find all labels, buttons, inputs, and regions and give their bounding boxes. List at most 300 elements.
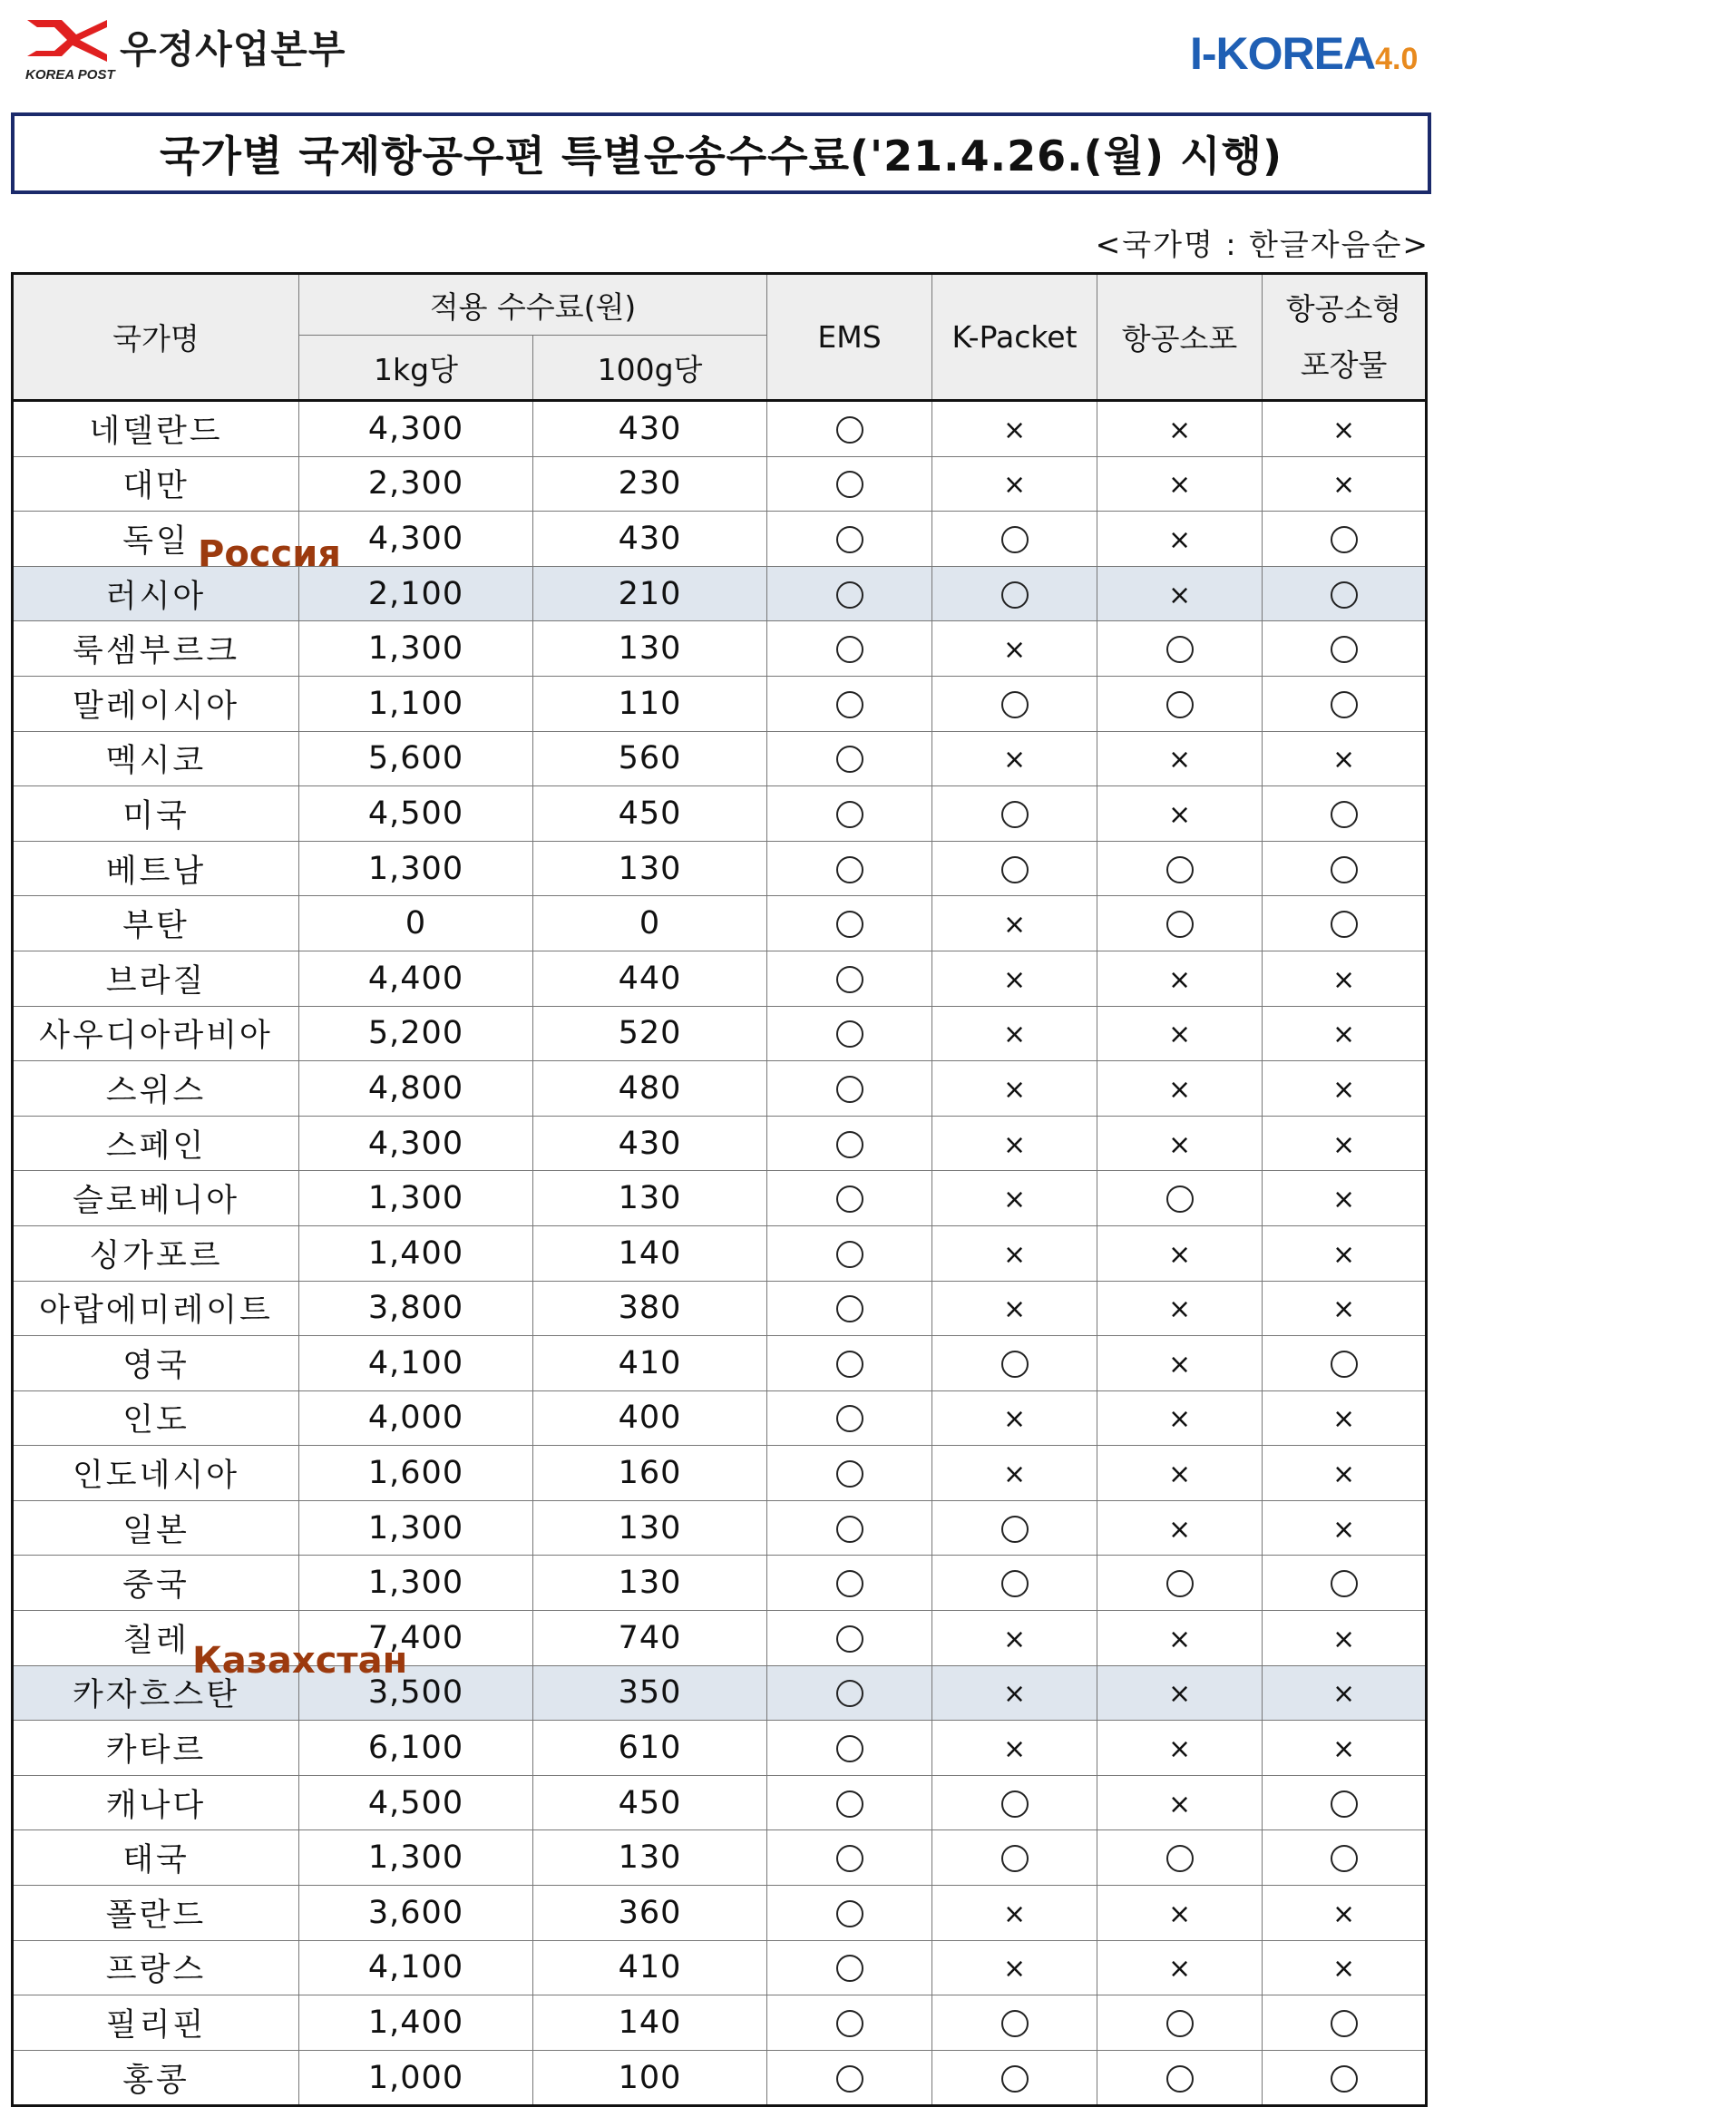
table-row	[13, 456, 1427, 512]
table-row	[13, 951, 1427, 1006]
available-circle-icon	[1331, 691, 1358, 718]
kpacket-availability-cell	[932, 1721, 1097, 1776]
table-row	[13, 2050, 1427, 2106]
country-cell: 슬로베니아	[13, 1171, 299, 1226]
air-parcel-availability-cell	[1097, 621, 1263, 677]
fee-per-kg-cell: 1,300	[299, 841, 533, 896]
country-cell: 부탄	[13, 896, 299, 951]
fee-per-kg-cell: 1,400	[299, 1995, 533, 2051]
fee-per-100g-cell: 440	[533, 951, 767, 1006]
available-circle-icon	[836, 1790, 863, 1818]
country-cell: 독일	[13, 512, 299, 567]
table-row	[13, 1061, 1427, 1117]
available-circle-icon	[1001, 581, 1029, 609]
available-circle-icon	[1166, 1845, 1194, 1872]
kpacket-availability-cell	[932, 1611, 1097, 1666]
kpacket-availability-cell	[932, 1995, 1097, 2051]
available-circle-icon	[836, 2010, 863, 2037]
small-packet-availability-cell	[1263, 676, 1427, 731]
kpacket-availability-cell	[932, 401, 1097, 457]
air-parcel-availability-cell	[1097, 731, 1263, 786]
country-cell: 일본	[13, 1500, 299, 1556]
unavailable-cross-icon: ×	[1331, 1678, 1356, 1711]
unavailable-cross-icon: ×	[1002, 1623, 1027, 1655]
kpacket-availability-cell	[932, 1336, 1097, 1391]
available-circle-icon	[836, 1185, 863, 1213]
ems-availability-cell	[767, 1006, 932, 1061]
kpacket-availability-cell	[932, 1830, 1097, 1886]
air-parcel-availability-cell	[1097, 1006, 1263, 1061]
fee-per-100g-cell: 430	[533, 401, 767, 457]
page-title: 국가별 국제항공우편 특별운송수수료('21.4.26.(월) 시행)	[160, 132, 1282, 181]
fee-per-100g-cell: 130	[533, 1171, 767, 1226]
available-circle-icon	[1331, 2010, 1358, 2037]
small-packet-availability-cell	[1263, 621, 1427, 677]
fee-per-100g-cell: 140	[533, 1995, 767, 2051]
country-cell: 폴란드	[13, 1886, 299, 1941]
small-packet-availability-cell	[1263, 1886, 1427, 1941]
kpacket-availability-cell	[932, 1281, 1097, 1336]
unavailable-cross-icon: ×	[1002, 1019, 1027, 1051]
fee-per-100g-cell: 100	[533, 2050, 767, 2106]
unavailable-cross-icon: ×	[1002, 1898, 1027, 1930]
available-circle-icon	[1331, 1351, 1358, 1378]
unavailable-cross-icon: ×	[1002, 909, 1027, 942]
ems-availability-cell	[767, 951, 932, 1006]
country-cell: 싱가포르	[13, 1225, 299, 1281]
table-row	[13, 1995, 1427, 2051]
country-cell: 브라질	[13, 951, 299, 1006]
unavailable-cross-icon: ×	[1167, 1128, 1192, 1161]
kpacket-availability-cell	[932, 456, 1097, 512]
small-packet-availability-cell	[1263, 401, 1427, 457]
small-packet-availability-cell	[1263, 1006, 1427, 1061]
unavailable-cross-icon: ×	[1002, 1293, 1027, 1326]
available-circle-icon	[1166, 856, 1194, 883]
small-packet-availability-cell	[1263, 1556, 1427, 1611]
small-packet-availability-cell	[1263, 566, 1427, 621]
unavailable-cross-icon: ×	[1331, 469, 1356, 502]
air-parcel-availability-cell	[1097, 512, 1263, 567]
air-parcel-availability-cell	[1097, 1061, 1263, 1117]
country-cell: 캐나다	[13, 1775, 299, 1830]
table-row	[13, 1940, 1427, 1995]
fee-per-100g-cell: 0	[533, 896, 767, 951]
available-circle-icon	[1001, 1516, 1029, 1543]
ems-availability-cell	[767, 1665, 932, 1721]
fee-per-100g-cell: 410	[533, 1940, 767, 1995]
ems-availability-cell	[767, 1886, 932, 1941]
available-circle-icon	[836, 801, 863, 828]
small-packet-availability-cell	[1263, 1611, 1427, 1666]
available-circle-icon	[836, 1405, 863, 1432]
available-circle-icon	[836, 1241, 863, 1268]
air-parcel-availability-cell	[1097, 951, 1263, 1006]
fee-per-100g-cell: 450	[533, 1775, 767, 1830]
fee-per-kg-cell: 1,300	[299, 621, 533, 677]
country-cell: 베트남	[13, 841, 299, 896]
fee-per-kg-cell: 0	[299, 896, 533, 951]
small-packet-availability-cell	[1263, 1390, 1427, 1446]
air-parcel-availability-cell	[1097, 1225, 1263, 1281]
unavailable-cross-icon: ×	[1002, 744, 1027, 776]
country-cell: 룩셈부르크	[13, 621, 299, 677]
unavailable-cross-icon: ×	[1331, 963, 1356, 996]
kpacket-availability-cell	[932, 1061, 1097, 1117]
fee-per-kg-cell: 5,200	[299, 1006, 533, 1061]
unavailable-cross-icon: ×	[1331, 1293, 1356, 1326]
ems-availability-cell	[767, 1556, 932, 1611]
country-cell: 러시아	[13, 566, 299, 621]
unavailable-cross-icon: ×	[1331, 744, 1356, 776]
fee-per-kg-cell: 1,300	[299, 1556, 533, 1611]
available-circle-icon	[1331, 1790, 1358, 1818]
fee-per-kg-cell: 6,100	[299, 1721, 533, 1776]
fee-per-kg-cell: 5,600	[299, 731, 533, 786]
unavailable-cross-icon: ×	[1331, 1019, 1356, 1051]
available-circle-icon	[1331, 1845, 1358, 1872]
available-circle-icon	[836, 1625, 863, 1653]
ems-availability-cell	[767, 1500, 932, 1556]
kpacket-availability-cell	[932, 2050, 1097, 2106]
small-packet-availability-cell	[1263, 1061, 1427, 1117]
fee-per-kg-cell: 4,300	[299, 512, 533, 567]
available-circle-icon	[836, 966, 863, 993]
unavailable-cross-icon: ×	[1331, 1128, 1356, 1161]
unavailable-cross-icon: ×	[1167, 1403, 1192, 1436]
ems-availability-cell	[767, 786, 932, 842]
fee-per-100g-cell: 400	[533, 1390, 767, 1446]
country-cell: 말레이시아	[13, 676, 299, 731]
header-ems: EMS	[767, 274, 932, 401]
kpacket-availability-cell	[932, 896, 1097, 951]
air-parcel-availability-cell	[1097, 1830, 1263, 1886]
fee-table-body	[13, 401, 1427, 2106]
ems-availability-cell	[767, 1171, 932, 1226]
unavailable-cross-icon: ×	[1002, 469, 1027, 502]
i-korea-logo	[1190, 27, 1435, 82]
kpacket-availability-cell	[932, 951, 1097, 1006]
fee-per-100g-cell: 480	[533, 1061, 767, 1117]
available-circle-icon	[1166, 2065, 1194, 2093]
unavailable-cross-icon: ×	[1167, 1898, 1192, 1930]
fee-per-kg-cell: 2,300	[299, 456, 533, 512]
air-parcel-availability-cell	[1097, 1390, 1263, 1446]
air-parcel-availability-cell	[1097, 1611, 1263, 1666]
fee-per-100g-cell: 210	[533, 566, 767, 621]
fee-per-kg-cell: 3,800	[299, 1281, 533, 1336]
available-circle-icon	[836, 526, 863, 553]
fee-per-kg-cell: 1,300	[299, 1830, 533, 1886]
table-row	[13, 731, 1427, 786]
available-circle-icon	[1166, 691, 1194, 718]
unavailable-cross-icon: ×	[1331, 1073, 1356, 1106]
small-packet-availability-cell	[1263, 1225, 1427, 1281]
unavailable-cross-icon: ×	[1002, 634, 1027, 667]
available-circle-icon	[1331, 2065, 1358, 2093]
air-parcel-availability-cell	[1097, 1171, 1263, 1226]
unavailable-cross-icon: ×	[1167, 1678, 1192, 1711]
unavailable-cross-icon: ×	[1331, 1623, 1356, 1655]
available-circle-icon	[1001, 1351, 1029, 1378]
unavailable-cross-icon: ×	[1167, 1623, 1192, 1655]
fee-per-kg-cell: 4,100	[299, 1940, 533, 1995]
kpacket-availability-cell	[932, 1446, 1097, 1501]
fee-per-kg-cell: 4,000	[299, 1390, 533, 1446]
unavailable-cross-icon: ×	[1167, 523, 1192, 556]
available-circle-icon	[836, 1955, 863, 1982]
available-circle-icon	[836, 911, 863, 938]
available-circle-icon	[836, 1680, 863, 1707]
available-circle-icon	[836, 1295, 863, 1322]
air-parcel-availability-cell	[1097, 896, 1263, 951]
unavailable-cross-icon: ×	[1167, 963, 1192, 996]
small-packet-availability-cell	[1263, 1830, 1427, 1886]
unavailable-cross-icon: ×	[1167, 1348, 1192, 1381]
available-circle-icon	[1331, 526, 1358, 553]
fee-per-100g-cell: 350	[533, 1665, 767, 1721]
kpacket-availability-cell	[932, 1556, 1097, 1611]
available-circle-icon	[1166, 911, 1194, 938]
table-row	[13, 1390, 1427, 1446]
unavailable-cross-icon: ×	[1167, 744, 1192, 776]
country-cell: 칠레	[13, 1611, 299, 1666]
ems-availability-cell	[767, 2050, 932, 2106]
table-row	[13, 621, 1427, 677]
air-parcel-availability-cell	[1097, 1665, 1263, 1721]
kpacket-availability-cell	[932, 1225, 1097, 1281]
fee-per-100g-cell: 380	[533, 1281, 767, 1336]
unavailable-cross-icon: ×	[1002, 1733, 1027, 1766]
air-parcel-availability-cell	[1097, 1446, 1263, 1501]
country-cell: 인도	[13, 1390, 299, 1446]
table-row	[13, 401, 1427, 457]
ems-availability-cell	[767, 731, 932, 786]
available-circle-icon	[836, 1570, 863, 1597]
table-row	[13, 1500, 1427, 1556]
header-fee-group: 적용 수수료(원)	[299, 274, 767, 336]
table-row	[13, 1225, 1427, 1281]
small-packet-availability-cell	[1263, 1446, 1427, 1501]
air-parcel-availability-cell	[1097, 1721, 1263, 1776]
available-circle-icon	[836, 1460, 863, 1488]
small-packet-availability-cell	[1263, 1281, 1427, 1336]
fee-per-100g-cell: 560	[533, 731, 767, 786]
small-packet-availability-cell	[1263, 841, 1427, 896]
available-circle-icon	[1166, 1185, 1194, 1213]
available-circle-icon	[1166, 636, 1194, 663]
small-packet-availability-cell	[1263, 1116, 1427, 1171]
unavailable-cross-icon: ×	[1331, 1184, 1356, 1216]
kpacket-availability-cell	[932, 1665, 1097, 1721]
air-parcel-availability-cell	[1097, 1336, 1263, 1391]
header-country: 국가명	[13, 274, 299, 401]
available-circle-icon	[1166, 1570, 1194, 1597]
available-circle-icon	[836, 856, 863, 883]
table-row	[13, 1171, 1427, 1226]
ems-availability-cell	[767, 1061, 932, 1117]
fee-per-kg-cell: 1,000	[299, 2050, 533, 2106]
country-cell: 중국	[13, 1556, 299, 1611]
fee-per-100g-cell: 430	[533, 1116, 767, 1171]
available-circle-icon	[836, 581, 863, 609]
fee-per-kg-cell: 3,500	[299, 1665, 533, 1721]
ems-availability-cell	[767, 401, 932, 457]
i-korea-version: 4.0	[1375, 42, 1419, 76]
ems-availability-cell	[767, 1225, 932, 1281]
available-circle-icon	[836, 1900, 863, 1927]
small-packet-availability-cell	[1263, 1940, 1427, 1995]
country-cell: 아랍에미레이트	[13, 1281, 299, 1336]
kpacket-availability-cell	[932, 1006, 1097, 1061]
korea-post-emblem-icon	[22, 15, 112, 67]
air-parcel-availability-cell	[1097, 1940, 1263, 1995]
unavailable-cross-icon: ×	[1002, 1953, 1027, 1986]
available-circle-icon	[836, 1516, 863, 1543]
ems-availability-cell	[767, 512, 932, 567]
fee-per-100g-cell: 130	[533, 1500, 767, 1556]
kpacket-availability-cell	[932, 731, 1097, 786]
country-cell: 멕시코	[13, 731, 299, 786]
country-cell: 인도네시아	[13, 1446, 299, 1501]
unavailable-cross-icon: ×	[1331, 1953, 1356, 1986]
country-cell: 태국	[13, 1830, 299, 1886]
fee-per-100g-cell: 360	[533, 1886, 767, 1941]
fee-per-kg-cell: 1,300	[299, 1171, 533, 1226]
fee-per-100g-cell: 740	[533, 1611, 767, 1666]
small-packet-availability-cell	[1263, 1665, 1427, 1721]
unavailable-cross-icon: ×	[1002, 1403, 1027, 1436]
available-circle-icon	[1001, 856, 1029, 883]
unavailable-cross-icon: ×	[1002, 1128, 1027, 1161]
ems-availability-cell	[767, 1721, 932, 1776]
kpacket-availability-cell	[932, 676, 1097, 731]
table-row	[13, 1446, 1427, 1501]
table-row	[13, 1006, 1427, 1061]
ems-availability-cell	[767, 1336, 932, 1391]
ems-availability-cell	[767, 896, 932, 951]
available-circle-icon	[836, 416, 863, 444]
ems-availability-cell	[767, 841, 932, 896]
unavailable-cross-icon: ×	[1167, 1293, 1192, 1326]
ems-availability-cell	[767, 1446, 932, 1501]
unavailable-cross-icon: ×	[1167, 1733, 1192, 1766]
fee-per-kg-cell: 4,500	[299, 1775, 533, 1830]
table-row	[13, 1830, 1427, 1886]
header-kpacket: K-Packet	[932, 274, 1097, 401]
available-circle-icon	[1331, 1570, 1358, 1597]
available-circle-icon	[1001, 2065, 1029, 2093]
country-cell: 프랑스	[13, 1940, 299, 1995]
country-cell: 필리핀	[13, 1995, 299, 2051]
fee-per-kg-cell: 7,400	[299, 1611, 533, 1666]
table-row	[13, 1886, 1427, 1941]
table-row	[13, 1556, 1427, 1611]
available-circle-icon	[836, 1351, 863, 1378]
unavailable-cross-icon: ×	[1331, 1898, 1356, 1930]
kpacket-availability-cell	[932, 1886, 1097, 1941]
kpacket-availability-cell	[932, 841, 1097, 896]
unavailable-cross-icon: ×	[1167, 1019, 1192, 1051]
unavailable-cross-icon: ×	[1002, 963, 1027, 996]
table-row	[13, 676, 1427, 731]
header-per-kg: 1kg당	[299, 336, 533, 401]
available-circle-icon	[1331, 581, 1358, 609]
org-subtitle: KOREA POST	[25, 67, 115, 83]
available-circle-icon	[1001, 691, 1029, 718]
available-circle-icon	[836, 746, 863, 773]
available-circle-icon	[836, 471, 863, 498]
org-name: 우정사업본부	[120, 27, 346, 72]
kpacket-availability-cell	[932, 1171, 1097, 1226]
kpacket-availability-cell	[932, 786, 1097, 842]
available-circle-icon	[836, 691, 863, 718]
header-air-parcel: 항공소포	[1097, 274, 1263, 401]
unavailable-cross-icon: ×	[1167, 1238, 1192, 1271]
ems-availability-cell	[767, 621, 932, 677]
air-parcel-availability-cell	[1097, 1116, 1263, 1171]
air-parcel-availability-cell	[1097, 456, 1263, 512]
available-circle-icon	[1001, 526, 1029, 553]
ems-availability-cell	[767, 456, 932, 512]
available-circle-icon	[1001, 1570, 1029, 1597]
fee-per-100g-cell: 130	[533, 841, 767, 896]
fee-per-100g-cell: 610	[533, 1721, 767, 1776]
air-parcel-availability-cell	[1097, 401, 1263, 457]
air-parcel-availability-cell	[1097, 1995, 1263, 2051]
fee-per-100g-cell: 410	[533, 1336, 767, 1391]
air-parcel-availability-cell	[1097, 1775, 1263, 1830]
fee-per-kg-cell: 3,600	[299, 1886, 533, 1941]
unavailable-cross-icon: ×	[1167, 1459, 1192, 1491]
small-packet-availability-cell	[1263, 1500, 1427, 1556]
kpacket-availability-cell	[932, 512, 1097, 567]
fee-per-kg-cell: 4,300	[299, 1116, 533, 1171]
available-circle-icon	[836, 2065, 863, 2093]
available-circle-icon	[1331, 911, 1358, 938]
available-circle-icon	[1001, 1790, 1029, 1818]
kpacket-availability-cell	[932, 566, 1097, 621]
ems-availability-cell	[767, 1830, 932, 1886]
ems-availability-cell	[767, 676, 932, 731]
available-circle-icon	[1331, 801, 1358, 828]
country-cell: 스페인	[13, 1116, 299, 1171]
fee-per-100g-cell: 110	[533, 676, 767, 731]
ems-availability-cell	[767, 1281, 932, 1336]
table-row	[13, 1116, 1427, 1171]
overlay-russia-label: Россия	[198, 533, 341, 575]
fee-per-kg-cell: 4,100	[299, 1336, 533, 1391]
unavailable-cross-icon: ×	[1331, 1513, 1356, 1546]
fee-per-100g-cell: 140	[533, 1225, 767, 1281]
title-box	[11, 112, 1431, 194]
unavailable-cross-icon: ×	[1167, 1073, 1192, 1106]
ems-availability-cell	[767, 1775, 932, 1830]
korea-post-logo	[22, 15, 348, 85]
fee-per-kg-cell: 1,600	[299, 1446, 533, 1501]
country-cell: 카타르	[13, 1721, 299, 1776]
fee-per-kg-cell: 1,300	[299, 1500, 533, 1556]
air-parcel-availability-cell	[1097, 841, 1263, 896]
available-circle-icon	[836, 1735, 863, 1762]
available-circle-icon	[836, 1845, 863, 1872]
unavailable-cross-icon: ×	[1167, 579, 1192, 611]
small-packet-availability-cell	[1263, 1995, 1427, 2051]
air-parcel-availability-cell	[1097, 1281, 1263, 1336]
country-cell: 카자흐스탄	[13, 1665, 299, 1721]
kpacket-availability-cell	[932, 1116, 1097, 1171]
header-small-packet: 항공소형 포장물	[1263, 274, 1427, 401]
